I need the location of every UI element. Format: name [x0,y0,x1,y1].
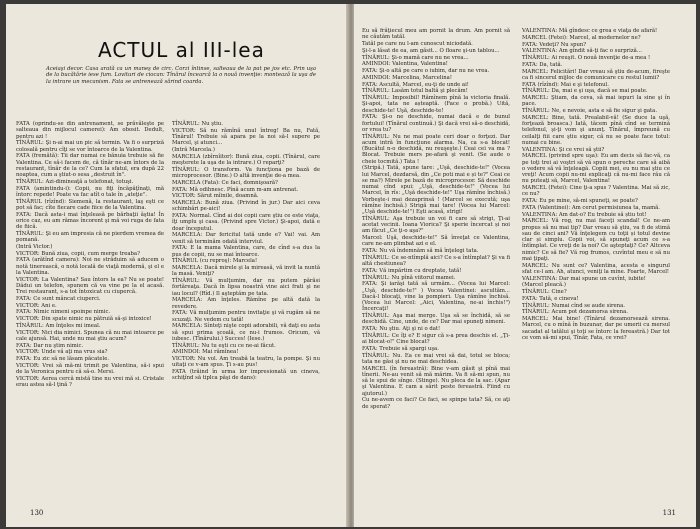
dialogue-line: TÎNĂRUL: Nu pînă viitorul mamei. [362,274,456,281]
dialogue-line: VALENTINA: Dar mai spune un cuvînt, iubite! [522,275,646,282]
dialogue-line: TÎNĂRUL: Nu tu eşti cu ce ne-ai făcut. [172,342,276,349]
dialogue-line: FATA: Vedeţi? Nu spun? [522,41,587,48]
dialogue-line: TÎNĂRUL: Nu. Ea ce mai vrei să dai, totul se bloca; tata ne găsi şi nu ne mai deschidea. [362,352,510,365]
dialogue-line: FATA: Mă odihnesc. Pînă acum m-am antrenat. [172,186,299,193]
dialogue-line: (Marcel pleacă.) [522,282,566,289]
dialogue-line: TÎNĂRUL: Ce se-ntîmplă aici? Ce s-a întîmplat? Şi va fi altă chestiunea? [362,254,510,267]
open-book [6,4,696,527]
dialogue-line: VICTOR: Sărut mîinile, doamnă. [172,193,259,200]
dialogue-line: TÎNĂRUL: Am înţeles mi imeal. [16,322,101,329]
dialogue-line: MARCEL: Ştiam, da ceva, să mai iepuri la sine şi în pace. [522,95,670,108]
left-page [6,4,348,527]
dialogue-line: (Intră Marcela.) [172,147,215,153]
dialogue-line: FATA (amintindu-i): Copii, nu fiţi încăpăţînaţi, mă întorc repede! Poate va fac atît o tale în „ateţie". [16,185,164,198]
dialogue-line: MARCEL: Nu sunt ce? Valentina, acesta e singurul sfat ce-l am. Ah, atunci, veniţi la mine. Foarte, Marcel! [522,262,670,275]
dialogue-line: Cu ne-avem ce faci? Ce faci, se spinpe tata? Să, ce aţi de sperat? [362,397,510,410]
dialogue-line: TÎNĂRUL (cu reproş): Marcela! [172,258,258,265]
dialogue-line: VALENTINA: Am dat-o? Eu trebuie să știu tot! [522,211,647,218]
dialogue-line: FATA: Ascultă, Marcel, eu-ţi de unde ai! [362,81,469,88]
dialogue-line: FATA: Trebuie să spargi uşa. [362,345,439,352]
dialogue-line: VALENTINA: Şi ce vrei să ştii? [522,146,605,153]
dialogue-line: VALENTINA: Mă gîndesc ce grea e viaţa de afară! [522,28,658,34]
dialogue-line: VALENTINA: Am gîndit să-ţi fac o surpriză... [522,48,642,55]
dialogue-line: FATA (Valentinei): Am cerut permisiunea ta, mamă. [522,204,660,211]
dialogue-line: VICTOR: Nu vol. Am treabă la teatru, la pompe. Şi nu uitaţi ce v-am spus. Ţi s-au pus! [172,356,320,369]
dialogue-line: MARCEL (privind spre uşa): Eu am decis să fac-vă, ca pe toţi trei ai voştri să vă spun o pereche care să aibă o vedere să vă înţeleagă. Copiii mei, eu nu mai ştiu ce vreţi! Acum copii nu-mi explicaţi că nu-mi face rău că nu puteaţi să, Marcel, Valentina! [522,153,670,185]
dialogue-line: MARCEL (Fetei): Marcel, al modernelor ne? [522,34,641,41]
dialogue-line: TÎNĂRUL: Acum pot dezamorsa sirena. [522,309,628,316]
dialogue-line: FATA (arătînd camera): Noi ne străduim să aducem o notă tinerească, o notă locală de viaţă modernă, şi el e la Valentina. [16,257,164,276]
left-column-2 [172,121,320,382]
dialogue-line: FATA: Tată, e cineva! [522,295,579,302]
dialogue-line: MARCELA: Dar fericitul tată unde e? Vai! vai. Am venit să terminăm odată interviul. [172,232,320,245]
act-title: ACTUL al III-lea [98,38,265,62]
dialogue-line: FATA: Nimic nimeni spoinpe nimic. [16,309,111,316]
dialogue-line: MARCELA: Dacă mirele şi la mireasă, vă invit la nuntă la masă. Veniţi? [172,265,320,278]
dialogue-line: TÎNĂRUL: Imposibil! Rămînem pînă la victoria finală. Şi-apoi, tata ne așteaptă. (Face o probă.) Uită, deschide-te! Uşă, deschide-te! [362,95,510,114]
dialogue-line: VICTOR: La Valentina? Sau întors la ea? Nu se poate! Dădui un telefon, spunem că va vine pe la el acasă. Trei restaurant, s-a tot întoxicat cu ciupercă. [16,276,164,295]
dialogue-line: TÎNĂRUL: Şi-o mamă care nu ne vrea... [362,54,469,61]
dialogue-line: MARCELA: Sînteţi nişte copii adorabili, vă daţi eu asta să spui prima şcoală, ce nu-i frumos. Oricum, vă iubesc. (Tînărului.) Succes! (Iese.) [172,323,320,342]
dialogue-line: MARCELA (Fata): Ce faci, domnişoară? [172,179,278,186]
dialogue-line: Şi-l-a lăsat de ea, am găsit... O floare şi-un tablou... [362,47,500,54]
dialogue-line: AMINDOI: Mai rămînea! [172,349,239,356]
dialogue-line: MARCEL: Vă rog, nu mai faceţi scandal! Ce ne-am propus să nu mai țip? Dar vreau să ştiu, va fi de stimă sau de cinci ani? Vă înţelegem cu toţii și totul devine clar și simplu. Copii voi, să spuneţi acum ce s-a întîmplat. Ce vreţi de la noi? Ce aşteptaţi? Ce? Altceva nimic? Ce să fie? Vă rog frumos, cuvîntul meu e să nu mai ţipaţi. [522,218,670,262]
dialogue-line: TÎNĂRUL: Ce îţi e? E sigur că s-a prea deschis el. „Ţi-ai blocat-o!" Cine blocat? [362,332,510,345]
dialogue-line: VICTOR: Vrei să mă-mi trimit pe Valentina, să-i spui de la Veronica pentru că să-o. Mersi. [16,362,164,375]
dialogue-line: VICTOR: Aerea cercă mistă tine nu vrei mă si. Cristale erau astea să-l ţină ? [16,375,164,388]
dialogue-line: VICTOR: Bună ziua, copii, cum merge treaba? [16,250,140,257]
dialogue-line: MARCELA (zbîrnîitor): Bună ziua, copii. (Tînărul, care meşterete la uşa de la intrare.) O reparţi? [172,153,320,166]
dialogue-line: TÎNĂRUL: Aşa mai merge. Uşa să se închidă, să se deschidă. Cine, unde, de ce? Dar mai spuneţi nimeni. [362,313,510,326]
dialogue-line: TÎNĂRUL: Şi eu am impresia că ne pierdem vremea de pomană. [16,230,164,243]
dialogue-line: Eu să frăţiecul meu am pornit la drum. Am pornit să ne căutăm tatăl. [362,28,510,41]
dialogue-line: FATA: Dacă asta-i mai înţeleasă pe bărbaţii ăştia! În orice caz, eu am rămas încorent şi mă voi ruga de fata de fiică. [16,211,164,230]
dialogue-line: FATA: Eu pe mine, să-mi spuneţi, se poate? [522,198,638,204]
stage-direction: Aceiaşi decor. Casa arată ca un maneş de circ. Corzi întinse, salteaua de la pat pe jos etc. Prin uşa de la bucătărie iese fum. Lovituri de ciocan: Tînărul încearcă la o nouă invenţie: montează la uşa de la intrare un mecanism. Fata se antrenează sărind coarda. [46,66,316,85]
dialogue-line: MARCELA: Bună ziua. (Privind în jur.) Dar aici ceva schimbări pe-aici! [172,200,320,213]
dialogue-line: MARCEL (în fereastră): Bine v-am găsit şi pînă mai tînerii. Ne-au venit să mă mărim. Va fi să-mi spun, nu să le spui de sînge. (Stinge). Nu pleca de la sac. (Apar şi Valentina. E cam a sărit peste fereastră. Fiind cu ajutorul.) [362,365,510,397]
right-page [354,4,696,527]
dialogue-line: TÎNĂRUL: Nu ştiu. [172,121,223,127]
dialogue-line: FATA: Dar nu ştim nimic. [16,342,84,349]
right-column-1 [362,28,510,410]
dialogue-line: AMINDOI: Marcelina, Marcelina! [362,74,452,81]
dialogue-line: TÎNĂRUL: Cine? [522,289,567,295]
dialogue-line: TÎNĂRUL (rîzînd): Siemenă, la restaurant, laş eşti ce pot să fac; cîte fiecare cade fiice de la Valentina. [16,198,164,211]
dialogue-line: TÎNĂRUL: Vă mulţumim, dar nu putem părăsi fortăreaţa. Dacă în lipsa noastră vine aici frati şi ne iau locul? (Rîd.) Il aşteptăm pe tata. [172,278,320,297]
page-number-left: 130 [30,509,44,517]
dialogue-line: (Intră Victor.) [16,243,53,250]
dialogue-line: FATA: E la mama Valentina, care, de cînd s-a dus la pus de copii, nu se mai întoarce. [172,245,320,258]
dialogue-line: TÎNĂRUL: Lasăm totul baltă şi plecăm! [362,88,468,95]
dialogue-line: MARCELA: Am înţeles. Rămîne pe altă dată la revedere. [172,297,320,310]
dialogue-line: FATA: Şi-o ne deschide, numai dacă e de bunul fortului! (Tînărul continuă.) Şi dacă vrei să-o deschidă, or vrea tu? [362,114,510,133]
dialogue-line: TÎNĂRUL: Aşa trebuie un voi fi care să strigi, Ţi-ai acetat vecinii. Ioana Viorica? Şi sperie încercat și noi am făcut „Ce ţi-o aşa?" [362,215,510,235]
dialogue-line: FATA: Normal. Cînd ai doi copii care ştiu ce este viaţa, îţi umplu şi casa. (Privind spre Victor.) Şi-apoi, dată e doar începutul. [172,213,320,232]
dialogue-line: TÎNĂRUL: Azi-dimineaţă a telefonat, totuşi. [16,178,134,185]
right-column-2 [522,28,670,342]
dialogue-line: FATA: Da, tată. [522,61,563,68]
dialogue-line: FATA: Ce sunt mâncat ciuperci. [16,295,101,302]
dialogue-line: FATA: Şi-o altă pe care o iubim, dar nu ne vrea. [362,68,490,74]
dialogue-line: MARCEL: Bine, tată. Prealabil-vă! (Se duce la uşă, forţează broasca.) Iată, tăcem pînă cînd se termină telefonul, şi-ţi vom şi anunţ. Tînărul, împreună cu ceilalţi fiii care ştiu sigur, că nu se poate face totul: numai cu bine. [522,114,670,146]
dialogue-line: TÎNĂRUL: Ne, e nevoie, asta e să fie sigur şi gata. [522,108,658,114]
dialogue-line: FATA (trăind în urma lor impresionată un cineva, schiţînd să tiplca păşi de dans): [172,369,320,382]
dialogue-line: TÎNĂRUL: Şi n-ai mai un pic să termin. Va fi o surpriză colosală pentru cîţi se vor întoarce de la Valentina. [16,140,164,153]
dialogue-line: VICTOR: Unde vă aţi ma vrus sia? [16,349,108,356]
dialogue-line: FATA: Vă mulţumim pentru invitaţie şi vă rugăm să ne scuzaţi. Ne vedem cu tată! [172,310,320,323]
dialogue-line: FATA: Vă impărtim cu dreptate, tată! [362,267,462,274]
dialogue-line: VICTOR: Din spate nimic nu pătruiă să-şi intoxice! [16,316,152,322]
dialogue-line: VICTOR: Să nu rămînă unul întreg! Ba nu, Fată, Tînărul! Trebuie să apara pe la noi să-l supere pe Marcel, şi atunci... [172,127,320,147]
dialogue-line: MARCEL: Mai bine! (Tînărul dezamorsează sirena. Marcel, cu o mînă în buzunar, dar pe umerii cu mersul sacadat al tatălui şi toţi se întorc la fereastră.) Dar tot ce vom să-mi spui, Tînăr, Fata, ce vrei? [522,316,670,341]
dialogue-line: Tatăl pe care nu l-am cunoscut niciodată. [362,41,473,47]
dialogue-line: TÎNĂRUL: Da, mai e şi uşa, dacă se mai poate. [522,88,648,95]
dialogue-line: TÎNĂRUL: Nu ne mai poate ceri doar o forţezi. Dar acum intră în funcţiune alarma. Na, ca s-a blocat! (Bucătul n-o deschidă, nu reuşeşte.) Ceai cei va ma ? Blocat. Trebuie mers pe-afară şi venit. (Se aude o cheie tocmită.) Tata ! [362,133,510,165]
page-number-right: 131 [662,509,676,517]
dialogue-line: Marcel: Uşă, deschide-te!" Să înveţat ce Valentina, care ne-am plimbat azi e el. [362,235,510,248]
dialogue-line: MARCEL (Fetei): Cine ţi-a spus ? Valentina. Mai să zic, ce nu? [522,185,670,198]
dialogue-line: VICTOR: Nici dia nimici. Spunea că nu mai intoarce pe cale ajunsă. Hai, unde nu mai ştiu acum? [16,329,164,342]
left-column-1 [16,121,164,389]
dialogue-line: FATA (fremătă): Tii dar numai ce bănuia trebuie să fie Valentina. Ce să-i facem de, că tînăr ne-am întors de la restaurant, tînăr de la ce? Cum la sfatul, era după 22 noaptea, cum a ştiut-o sesa „destruit în". [16,153,164,178]
dialogue-line: FATA: Eu zic să ne lăsam păcatele. [16,356,110,362]
dialogue-line: MARCEL: Felicitări! Dar vreau să ştiu de-acum, fireşte ca fi sincerul mijloc de comunicare cu restul lumii? [522,68,670,81]
dialogue-line: FATA: Nu ştiu. Aţi şi ni o dat! [362,326,441,332]
dialogue-line: TÎNĂRUL: Ai reuşit. O nouă invenţie de-a mea ! [522,55,651,61]
dialogue-line: FATA (rîzînd): Mai e şi telefonul. [522,81,609,88]
dialogue-line: FATA: Nu vă îndemnăm să mă înţelegi tata. [362,248,479,254]
dialogue-line: TÎNĂRUL: Numai cînd se aude sirena. [522,302,625,309]
dialogue-line: TÎNĂRUL: O transform. Va funcţiona pe bază de microprocesor. (Bine.) O altă invenţie de-a mea. [172,166,320,179]
dialogue-line: (Stripă.) Tată, spune tare: „Uşă, deschide-te!" (Vocea lui Marcel, dezdarsă, din „Ce poti mai e și te?" Ceai ce se ma?) Mirele pe bază de microprocesor. Să deschide numai cînd spui: „Uşă, deschide-te!" (Vocea lui Marcel, în rîs: „Uşă deschide-te!" Uşa rămîne închisă.) Vorbeşte-i mai dezaprinsă ! (Marcel se execută; uşa rămîne închisă.) Strigă mai tare! (Vocea lui Marcel: „Uşă deschide-te!") Eşti acasă, strigi! [362,165,510,215]
dialogue-line: FATA: Şi iarăşi tată să urmăm... (Vocea lui Marcel: „Uşă, deschide-te!" ) Vocea Valentinei: ascultăm... Dacă-l blocaţi, vine la pompieri. Uşa rămîne închisă. (Vocea lui Marcel: „Aici, Valentina, ne-ai închis!") Încercaţi! [362,281,510,313]
dialogue-line: AMINDOI: Valentina, Valentina! [362,61,448,68]
dialogue-line: FATA (oprindu-se din antrenament, se prăvăleşte pe salteaua din mijlocul camerei): Am obosit. Dedult, pentru azi ! [16,121,164,140]
dialogue-line: VICTOR: Ani e. [16,302,57,309]
